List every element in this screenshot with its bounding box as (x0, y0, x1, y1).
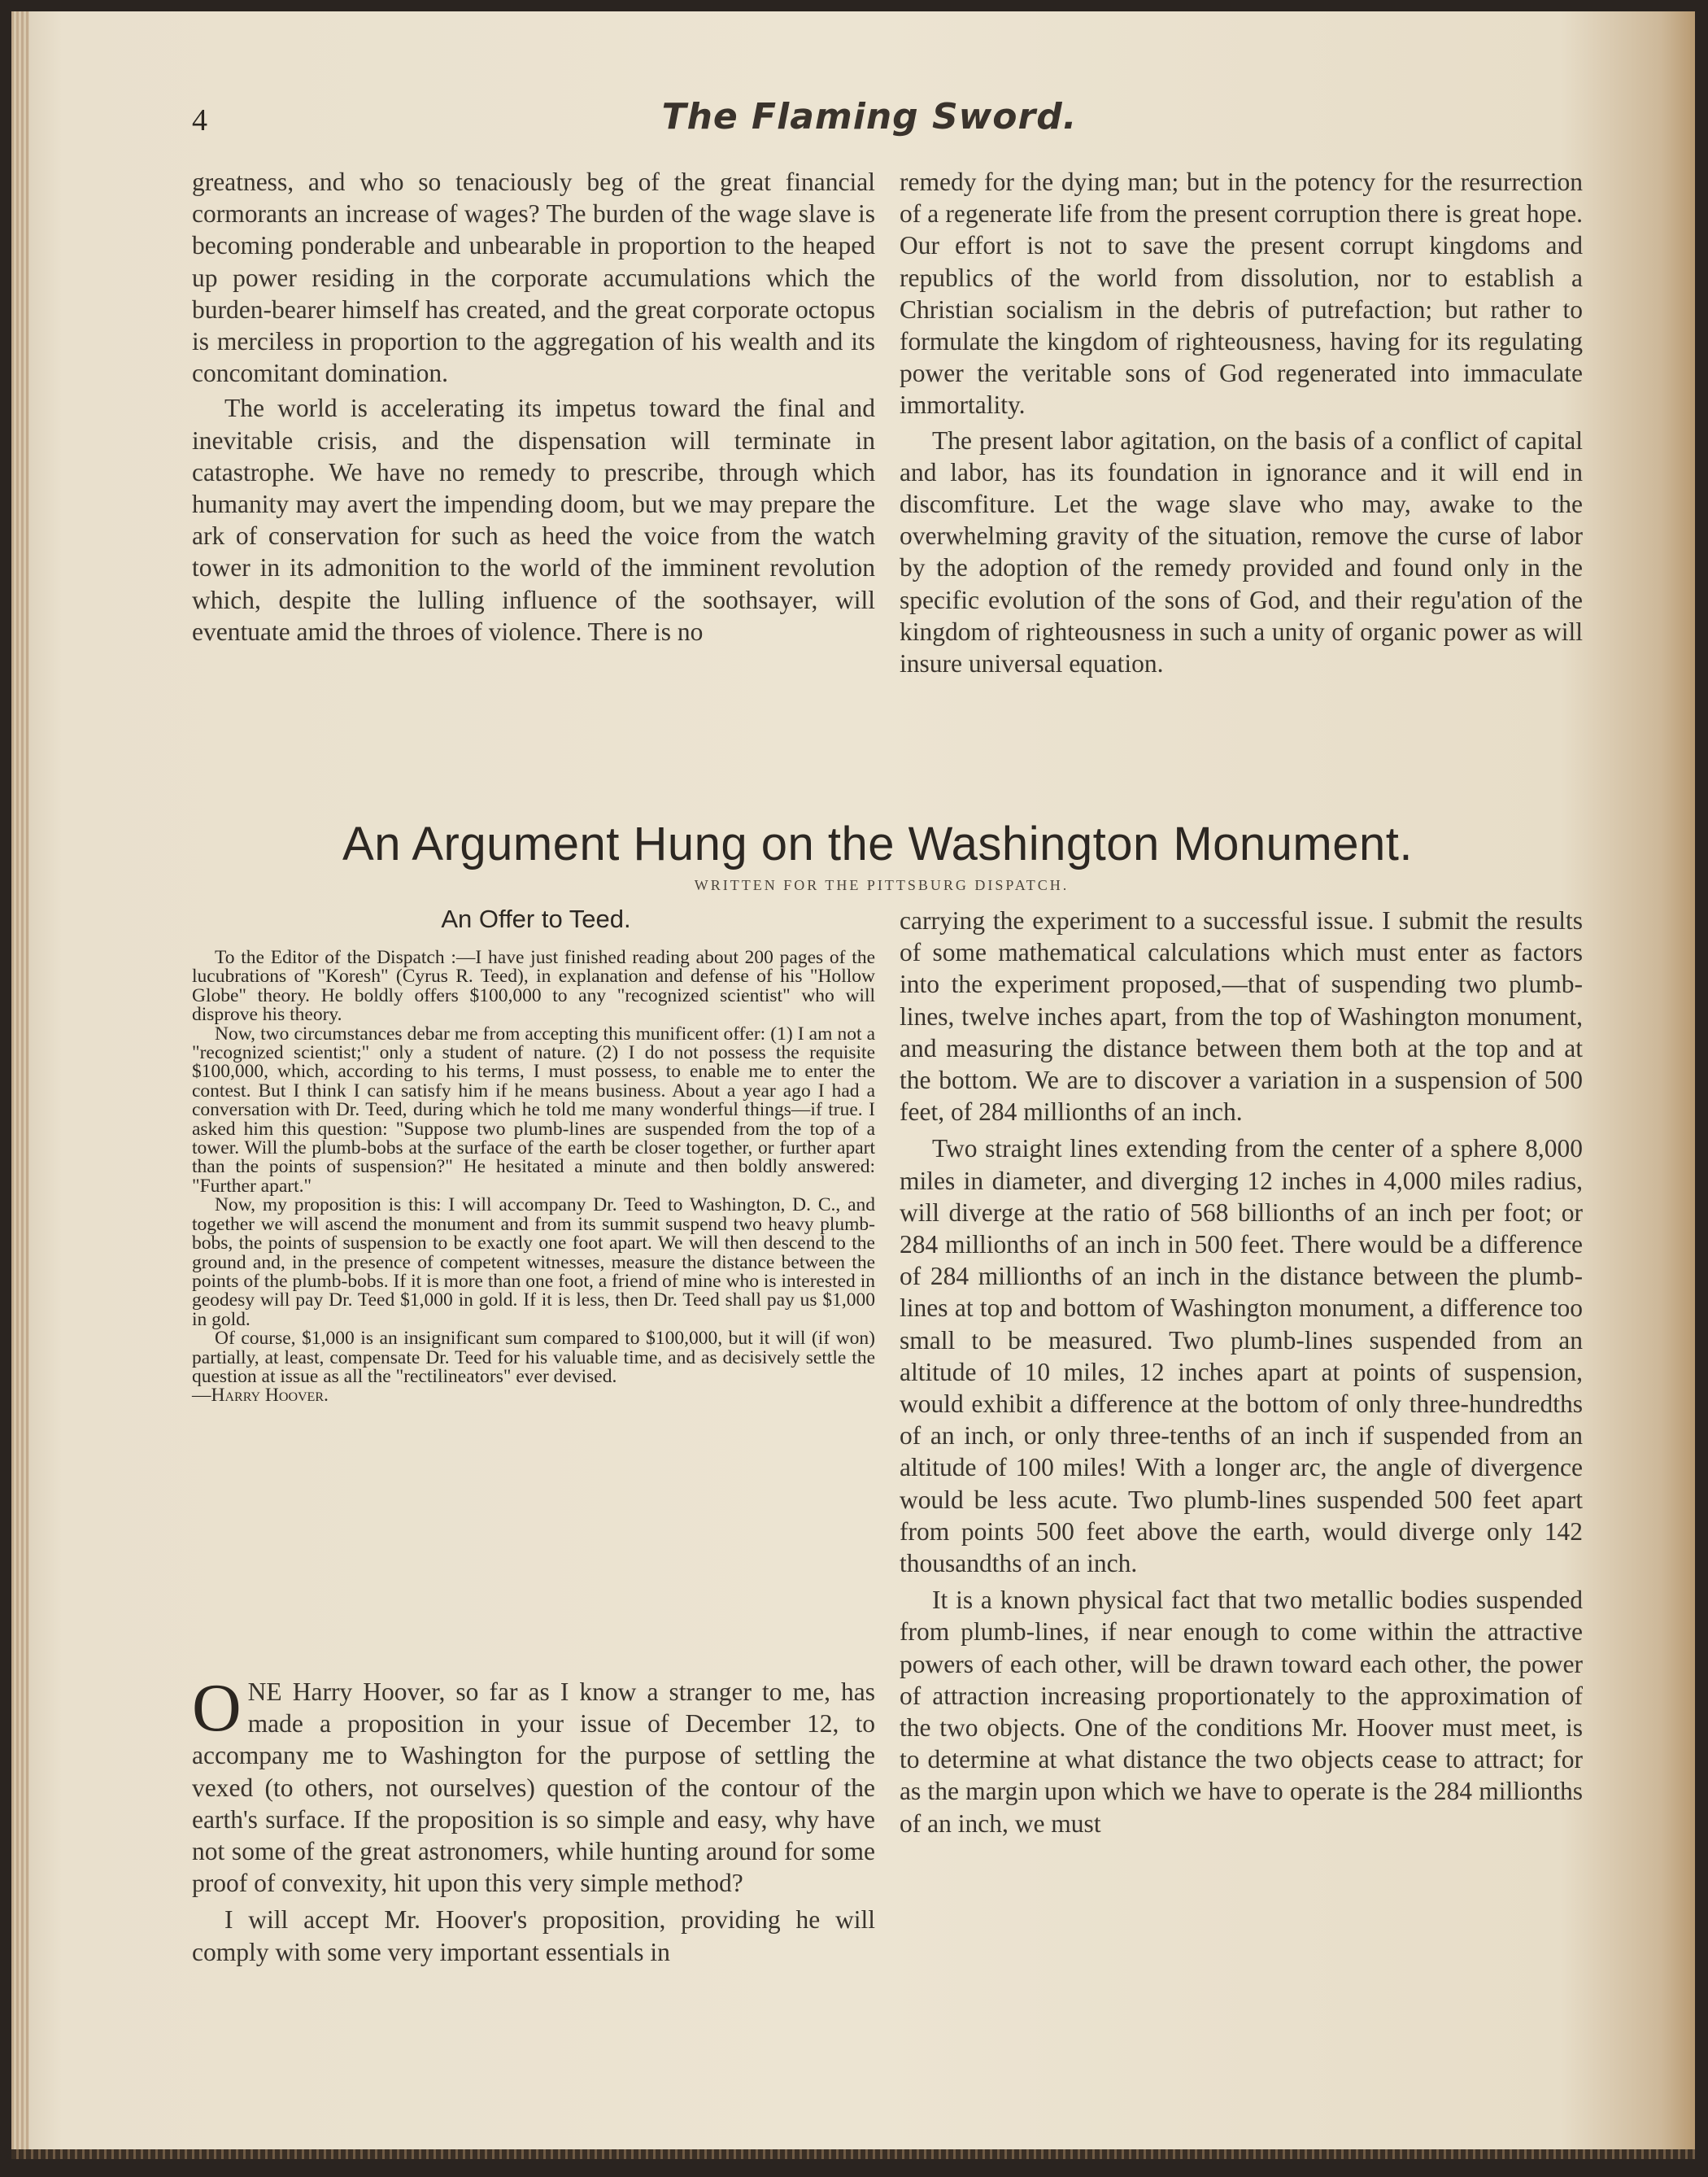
reply-left-column (192, 1670, 875, 1968)
letter-paragraph: Now, two circumstances debar me from accepting this munificent offer: (1) I am not a "recognized scientist;" only a student of nature. (2) I do not possess the requisite $100,000, which, according to his terms, I must possess, to enable me to enter the contest. But I think I can satisfy him if he means business. About a year ago I had a conversation with Dr. Teed, during which he told me many wonderful things—if true. I asked him this question: "Suppose two plumb-lines are suspended from the top of a tower. Will the plumb-bobs at the surface of the earth be closer together, or further apart than the points of suspension?" He hesitated a minute and then boldly answered: "Further apart." (192, 1023, 875, 1197)
letter-paragraph: Of course, $1,000 is an insignificant sum compared to $100,000, but it will (if won) partially, at least, compensate Dr. Teed for his valuable time, and as decisively settle the question at issue as all the "rectilineators" ever devised. (192, 1328, 875, 1387)
page-number: 4 (192, 103, 207, 137)
letter-title: An Offer to Teed. (441, 905, 631, 933)
binding-edge (11, 11, 29, 2159)
paragraph: Two straight lines extending from the center of a sphere 8,000 miles in diameter, and diverging 12 inches in 4,000 miles radius, will diverge at the ratio of 568 billionths of an inch per foot; or 284 millionths of an inch in 500 feet. There would be a difference of 284 millionths of an inch in the distance between the plumb-lines at top and bottom of Washington monument, a difference too small to be measured. Two plumb-lines suspended from an altitude of 10 miles, 12 inches apart at points of suspension, would exhibit a difference at the bottom of only three-hundredths of an inch, or only three-tenths of an inch if suspended from an altitude of 100 miles! With a longer arc, the angle of divergence would be less acute. Two plumb-lines suspended 500 feet apart from points 500 feet above the earth, would diverge only 142 thousandths of an inch. (900, 1134, 1583, 1578)
paragraph: It is a known physical fact that two metallic bodies suspended from plumb-lines, if near enough to come within the attractive powers of each other, will be drawn toward each other, the power of attraction increasing proportionately to the approximation of the two objects. One of the conditions Mr. Hoover must meet, is to determine at what distance the two objects cease to attract; for as the margin upon which we have to operate is the 284 millionths of an inch, we must (900, 1586, 1583, 1838)
article-headline: An Argument Hung on the Washington Monument. (342, 818, 1413, 870)
drop-cap: O (192, 1670, 242, 1746)
paragraph: The present labor agitation, on the basis of a conflict of capital and labor, has its foundation in ignorance and it will end in discomfiture. Let the wage slave who may, awake to the overwhelming gravity of the situation, remove the curse of labor by the adoption of the remedy provided and found only in the specific evolution of the sons of God, and their regu'ation of the kingdom of righteousness in such a unity of organic power as will insure universal equation. (900, 425, 1583, 678)
paragraph: carrying the experiment to a successful issue. I submit the results of some mathematical calculations which must enter as factors into the experiment proposed,—that of suspending two plumb-lines, twelve inches apart, from the top of Washington monument, and measuring the distance between them both at the top and at the bottom. We are to discover a variation in a suspension of 500 feet, of 284 millionths of an inch. (900, 906, 1583, 1127)
article-byline: WRITTEN FOR THE PITTSBURG DISPATCH. (694, 877, 1070, 893)
letter-signature: —Harry Hoover. (192, 1385, 329, 1407)
opening-text: NE Harry Hoover, so far as I know a stranger to me, has made a proposition in your issue of December 12, to accompany me to Washington for the purpose of settling the vexed (to others, not ourselves) question of the contour of the earth's surface. If the proposition is so simple and easy, why have not some of the great astronomers, while hunting around for some proof of convexity, hit upon this very simple method? (192, 1677, 875, 1898)
letter-paragraph: To the Editor of the Dispatch :—I have just finished reading about 200 pages of the lucubrations of "Koresh" (Cyrus R. Teed), in explanation and defense of his "Hollow Globe" theory. He boldly offers $100,000 to any "recognized scientist" who will disprove his theory. (192, 947, 875, 1026)
top-right-column (900, 166, 1583, 679)
bottom-edge (11, 2149, 1695, 2159)
paragraph: remedy for the dying man; but in the potency for the resurrection of a regenerate life from the present corruption there is great hope. Our effort is not to save the present corrupt kingdoms and republics of the world from dissolution, nor to establish a Christian socialism in the debris of putrefaction; but rather to formulate the kingdom of righteousness, having for its regulating power the veritable sons of God regenerated into immaculate immortality. (900, 168, 1583, 420)
letter-text (192, 949, 875, 1406)
reply-right-column (900, 905, 1583, 1839)
magazine-page (11, 11, 1695, 2159)
paragraph: greatness, and who so tenaciously beg of the great financial cormorants an increase of wages? The burden of the wage slave is becoming ponderable and unbearable in proportion to the heaped up power residing in the corporate accumulations which the burden-bearer himself has created, and the great corporate octopus is merciless in proportion to the aggregation of his wealth and its concomitant domination. (192, 168, 875, 388)
paragraph: I will accept Mr. Hoover's proposition, providing he will comply with some very important essentials in (192, 1905, 875, 1966)
running-head: The Flaming Sword. (661, 96, 1078, 137)
letter-paragraph: Now, my proposition is this: I will accompany Dr. Teed to Washington, D. C., and together we will ascend the monument and from its summit suspend two heavy plumb-bobs, the points of suspension to be exactly one foot apart. We will then descend to the ground and, in the presence of competent witnesses, measure the distance between the points of the plumb-bobs. If it is more than one foot, a friend of mine who is interested in geodesy will pay Dr. Teed $1,000 in gold. If it is less, then Dr. Teed shall pay us $1,000 in gold. (192, 1194, 875, 1330)
top-left-column (192, 166, 875, 648)
paragraph: The world is accelerating its impetus toward the final and inevitable crisis, and the dispensation will terminate in catastrophe. We have no remedy to prescribe, through which humanity may avert the impending doom, but we may prepare the ark of conservation for such as heed the voice from the watch tower in its admonition to the world of the imminent revolution which, despite the lulling influence of the soothsayer, will eventuate amid the throes of violence. There is no (192, 394, 875, 646)
reply-opening-paragraph (192, 1670, 875, 1899)
